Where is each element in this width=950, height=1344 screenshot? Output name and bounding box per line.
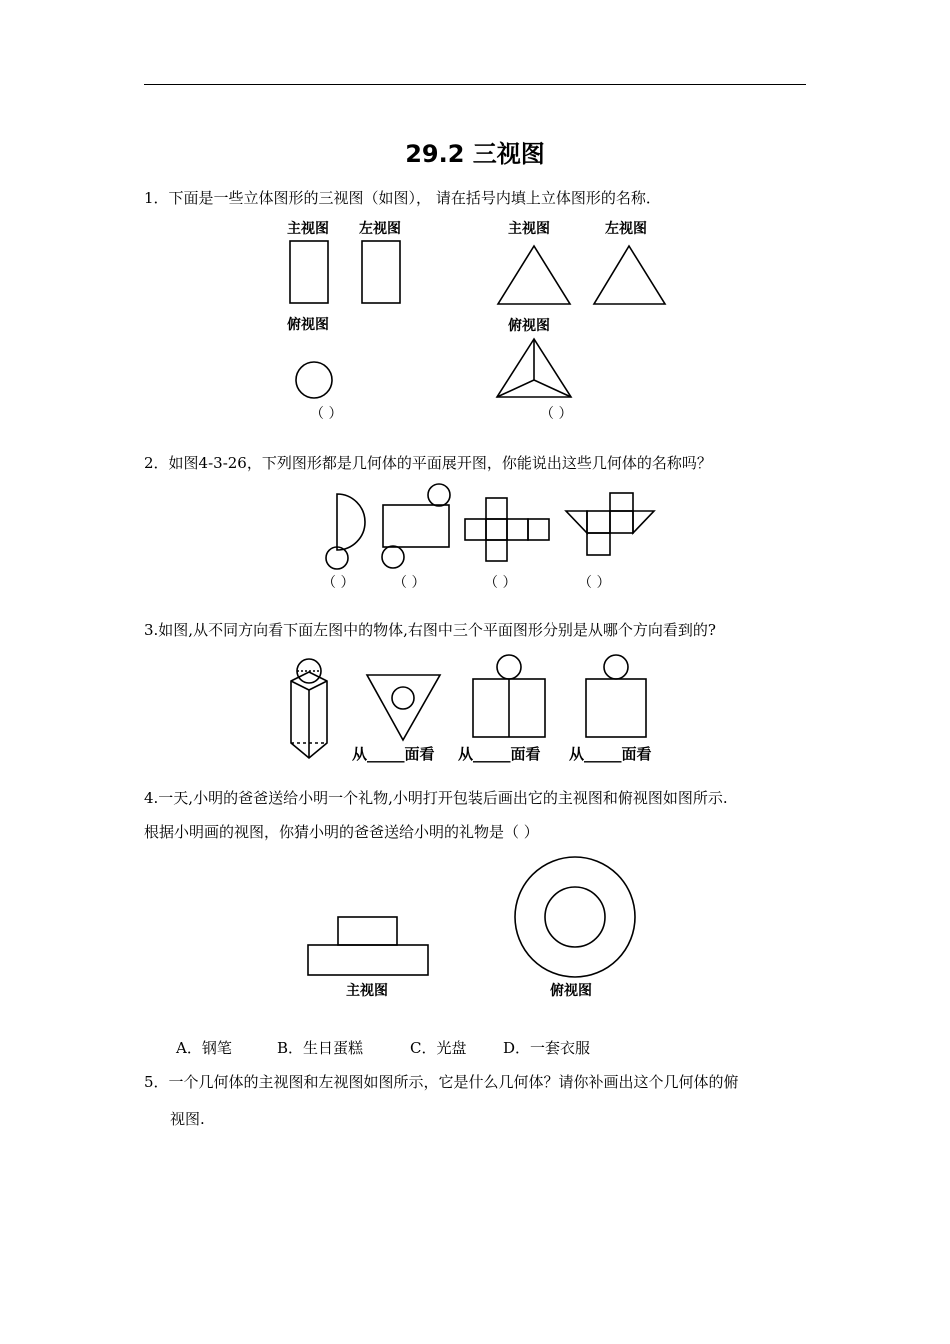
q3-object [291, 659, 327, 758]
q4-front-view [308, 917, 428, 975]
q4-option-c: C．光盘 [410, 1039, 467, 1057]
q2-cube-net-face-4 [528, 519, 549, 540]
q1-cylinder-front-rect [290, 241, 328, 303]
q3-object-prism-outline [291, 672, 327, 758]
q3-view-side-circle [604, 655, 628, 679]
q2-cylinder-net-bottom-circle [382, 546, 404, 568]
q2-cone-net [326, 494, 365, 569]
q3-view-front-rect [473, 679, 545, 737]
question-5-line-2: 视图. [170, 1110, 205, 1128]
q2-prism-net-face-left [587, 511, 610, 533]
q3-view-top-triangle [367, 675, 440, 740]
q2-answer-blank-3: （ ） [484, 575, 517, 591]
q4-top-view [515, 857, 635, 977]
q2-cylinder-net-rect [383, 505, 449, 547]
q1-answer-blank-2: （ ） [540, 406, 573, 422]
q2-answer-blank-2: （ ） [393, 575, 426, 591]
q2-cylinder-net-top-circle [428, 484, 450, 506]
q2-cube-net-face-bottom [486, 540, 507, 561]
q3-object-ball [297, 659, 321, 683]
q1-front-view-label-1: 主视图 [287, 221, 329, 237]
q2-cone-net-base [326, 547, 348, 569]
q2-prism-net-square-top [610, 493, 633, 511]
q2-prism-net-right-triangle [633, 511, 654, 533]
q2-cone-net-sector [337, 494, 365, 550]
q2-cube-net [465, 498, 549, 561]
q1-left-view-label-2: 左视图 [605, 221, 647, 237]
top-rule [144, 84, 806, 85]
q1-top-view-label-2: 俯视图 [508, 318, 550, 334]
q4-top-view-outer-circle [515, 857, 635, 977]
q1-pyramid-front-triangle [498, 246, 570, 304]
q3-view-side-rect [586, 679, 646, 737]
q2-prism-net-face-bottom [587, 533, 610, 555]
q2-prism-net-left-triangle [566, 511, 587, 533]
question-4-line-1: 4.一天,小明的爸爸送给小明一个礼物,小明打开包装后画出它的主视图和俯视图如图所示. [144, 789, 728, 807]
page-title: 29.2 三视图 [405, 140, 545, 168]
q3-caption-1: 从_____面看 [352, 745, 435, 763]
q2-prism-net-face-right [610, 511, 633, 533]
q3-object-prism-top-edge-right [309, 681, 327, 690]
q3-view-front [473, 655, 545, 737]
q3-view-top [367, 675, 440, 740]
q2-cube-net-face-top [486, 498, 507, 519]
q1-pyramid-left-triangle [594, 246, 665, 304]
q3-view-top-circle [392, 687, 414, 709]
q1-answer-blank-1: （ ） [310, 406, 343, 422]
question-3-text: 3.如图,从不同方向看下面左图中的物体,右图中三个平面图形分别是从哪个方向看到的? [144, 621, 716, 639]
q1-cylinder-left-rect [362, 241, 400, 303]
q3-view-front-circle [497, 655, 521, 679]
q2-answer-blank-1: （ ） [322, 575, 355, 591]
q4-front-view-label: 主视图 [346, 983, 388, 999]
q1-cylinder-top-circle [296, 362, 332, 398]
question-2-text: 2．如图4-3-26，下列图形都是几何体的平面展开图，你能说出这些几何体的名称吗？ [144, 454, 712, 472]
q4-top-view-inner-circle [545, 887, 605, 947]
q3-caption-3: 从_____面看 [569, 745, 652, 763]
q4-front-view-upper-block [338, 917, 397, 945]
q1-pyramid-top-edge-2 [497, 380, 534, 397]
q1-top-view-label-1: 俯视图 [287, 317, 329, 333]
q4-option-d: D．一套衣服 [503, 1039, 591, 1057]
q3-view-side [586, 655, 646, 737]
question-4-line-2: 根据小明画的视图，你猜小明的爸爸送给小明的礼物是（ ） [144, 823, 539, 841]
q4-front-view-lower-block [308, 945, 428, 975]
q1-left-view-label-1: 左视图 [359, 221, 401, 237]
q1-pyramid-top-triangle [497, 339, 571, 397]
q4-option-b: B．生日蛋糕 [277, 1039, 364, 1057]
q4-option-a: A．钢笔 [176, 1039, 232, 1057]
question-1-text: 1．下面是一些立体图形的三视图（如图）， 请在括号内填上立体图形的名称． [144, 189, 661, 207]
q1-front-view-label-2: 主视图 [508, 221, 550, 237]
q2-cube-net-face-2 [486, 519, 507, 540]
q2-cube-net-face-3 [507, 519, 528, 540]
q1-pyramid-top-edge-3 [534, 380, 571, 397]
q2-cylinder-net [382, 484, 450, 568]
q3-caption-2: 从_____面看 [458, 745, 541, 763]
q2-cube-net-face-1 [465, 519, 486, 540]
q2-prism-net [566, 493, 654, 555]
q3-object-prism-top-edge-left [291, 681, 309, 690]
question-5-line-1: 5．一个几何体的主视图和左视图如图所示，它是什么几何体？请你补画出这个几何体的俯 [144, 1073, 739, 1091]
q4-top-view-label: 俯视图 [550, 983, 592, 999]
q2-answer-blank-4: （ ） [578, 575, 611, 591]
